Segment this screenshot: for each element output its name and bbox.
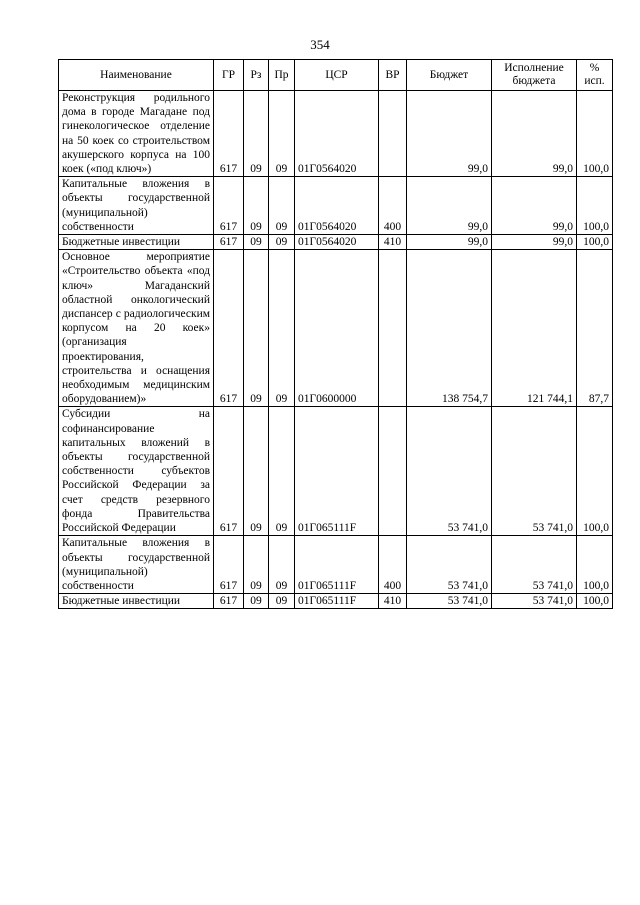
header-gr: ГР (214, 60, 244, 91)
row-execution: 99,0 (492, 177, 577, 235)
row-rz: 09 (244, 536, 269, 594)
row-pr: 09 (269, 250, 295, 407)
row-execution: 53 741,0 (492, 536, 577, 594)
row-csr: 01Г065111F (295, 594, 379, 609)
row-rz: 09 (244, 407, 269, 536)
row-csr: 01Г0564020 (295, 91, 379, 177)
row-vr: 410 (379, 235, 407, 250)
row-name: Капитальные вложения в объекты государственной (муниципальной) собственности (59, 177, 214, 235)
row-percent: 100,0 (577, 177, 613, 235)
row-vr (379, 250, 407, 407)
row-budget: 99,0 (407, 91, 492, 177)
header-name: Наименование (59, 60, 214, 91)
table-row (59, 235, 613, 250)
row-gr: 617 (214, 91, 244, 177)
row-pr: 09 (269, 407, 295, 536)
table-row (59, 536, 613, 594)
row-name: Бюджетные инвестиции (59, 594, 214, 609)
row-vr: 410 (379, 594, 407, 609)
row-execution: 99,0 (492, 91, 577, 177)
row-execution: 121 744,1 (492, 250, 577, 407)
row-csr: 01Г0600000 (295, 250, 379, 407)
row-name: Субсидии на софинансирование капитальных вложений в объекты государственной собственности субъектов Российской Федерации за счет средств резервного фонда Правительства Российской Федерации (59, 407, 214, 536)
table-header-row (59, 60, 613, 91)
row-gr: 617 (214, 235, 244, 250)
row-pr: 09 (269, 594, 295, 609)
row-budget: 99,0 (407, 177, 492, 235)
row-gr: 617 (214, 177, 244, 235)
row-name: Реконструкция родильного дома в городе Магадане под гинекологическое отделение на 50 коек со строительством акушерского корпуса на 100 коек («под ключ») (59, 91, 214, 177)
row-percent: 100,0 (577, 235, 613, 250)
row-csr: 01Г065111F (295, 407, 379, 536)
row-budget: 53 741,0 (407, 536, 492, 594)
row-rz: 09 (244, 235, 269, 250)
row-execution: 53 741,0 (492, 594, 577, 609)
row-gr: 617 (214, 536, 244, 594)
row-pr: 09 (269, 235, 295, 250)
row-gr: 617 (214, 407, 244, 536)
row-name: Основное мероприятие «Строительство объекта «под ключ» Магаданский областной онкологический диспансер с радиологическим корпусом на 20 коек» (организация проектирования, строительства и оснащения необходимым медицинским оборудованием)» (59, 250, 214, 407)
row-vr (379, 407, 407, 536)
row-gr: 617 (214, 250, 244, 407)
header-percent: % исп. (577, 60, 613, 91)
row-csr: 01Г0564020 (295, 235, 379, 250)
table-row (59, 250, 613, 407)
row-pr: 09 (269, 536, 295, 594)
row-csr: 01Г065111F (295, 536, 379, 594)
header-vr: ВР (379, 60, 407, 91)
row-budget: 53 741,0 (407, 594, 492, 609)
row-execution: 53 741,0 (492, 407, 577, 536)
table-row (59, 177, 613, 235)
budget-execution-table (58, 59, 613, 609)
header-execution: Исполнение бюджета (492, 60, 577, 91)
row-execution: 99,0 (492, 235, 577, 250)
row-budget: 138 754,7 (407, 250, 492, 407)
row-csr: 01Г0564020 (295, 177, 379, 235)
row-rz: 09 (244, 594, 269, 609)
table-row (59, 594, 613, 609)
table-row (59, 91, 613, 177)
row-rz: 09 (244, 177, 269, 235)
row-budget: 53 741,0 (407, 407, 492, 536)
row-gr: 617 (214, 594, 244, 609)
header-budget: Бюджет (407, 60, 492, 91)
row-percent: 100,0 (577, 536, 613, 594)
row-rz: 09 (244, 91, 269, 177)
row-percent: 100,0 (577, 91, 613, 177)
row-percent: 87,7 (577, 250, 613, 407)
row-percent: 100,0 (577, 407, 613, 536)
table-row (59, 407, 613, 536)
header-pr: Пр (269, 60, 295, 91)
row-vr (379, 91, 407, 177)
page-number: 354 (310, 37, 330, 52)
header-rz: Рз (244, 60, 269, 91)
row-pr: 09 (269, 91, 295, 177)
row-name: Бюджетные инвестиции (59, 235, 214, 250)
row-pr: 09 (269, 177, 295, 235)
header-csr: ЦСР (295, 60, 379, 91)
row-vr: 400 (379, 536, 407, 594)
row-budget: 99,0 (407, 235, 492, 250)
row-name: Капитальные вложения в объекты государственной (муниципальной) собственности (59, 536, 214, 594)
row-vr: 400 (379, 177, 407, 235)
row-percent: 100,0 (577, 594, 613, 609)
row-rz: 09 (244, 250, 269, 407)
